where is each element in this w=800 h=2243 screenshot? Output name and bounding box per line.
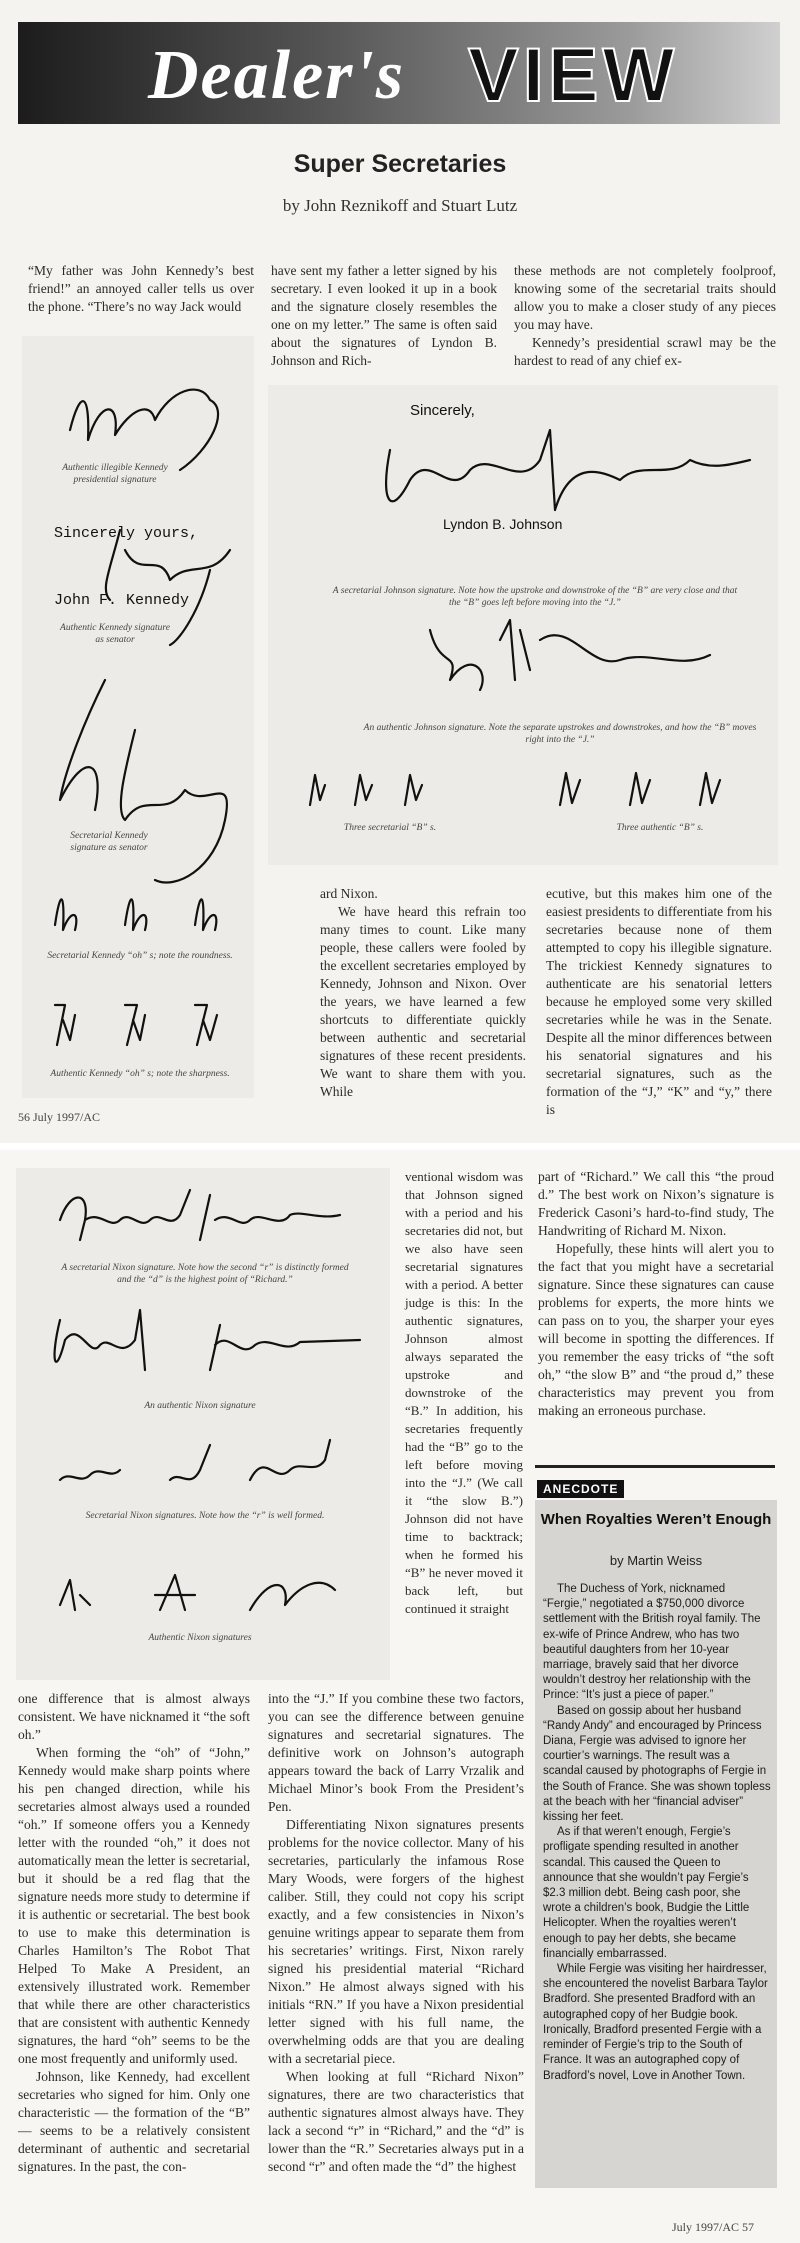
p2-mid-text-a: into the “J.” If you combine these two factors, you can see the difference between genuine signatures and secretarial signatures. The definitive work on Johnson’s autograph appears toward the back of Larry Vrzalik and Michael Minor’s book From the President’s Pen. [268,1691,524,1814]
anecdote-title: When Royalties Weren’t Enough [540,1511,772,1528]
kennedy-caption-1: Authentic illegible Kennedy presidential signature [62,463,168,485]
johnson-typed-name: Lyndon B. Johnson [443,516,563,532]
kennedy-caption-5: Authentic Kennedy “oh” s; note the sharpness. [50,1069,230,1079]
page-divider [0,1143,800,1150]
p1-col1-top [28,262,254,322]
banner-view-text: VIEW [468,33,679,118]
johnson-b-samples [300,765,770,815]
johnson-sincerely: Sincerely, [410,402,475,419]
p1-col-mid [320,885,526,1100]
p2-col-mid [268,1690,524,2190]
kennedy-authentic-oh-samples [45,990,245,1050]
article-headline: Super Secretaries [293,150,507,178]
p1-mid-text-a: ard Nixon. [320,886,378,901]
johnson-caption-3: Three secretarial “B” s. [343,823,437,833]
johnson-caption-2: An authentic Johnson signature. Note the separate upstrokes and downstrokes, and how the “B” moves right into the “J.” [363,723,757,745]
nixon-authentic-signature [40,1300,370,1390]
kennedy-caption-3: Secretarial Kennedy signature as senator [70,831,148,853]
anecdote-byline: by Martin Weiss [609,1553,703,1568]
p1-right-text: ecutive, but this makes him one of the easiest presidents to differentiate from his secretaries because none of them attempted to copy his illegible signature. The trickiest Kennedy signatures to authenticate are his senatorial letters because he employed some very skilled secretaries while he was in the Senate. Despite all the minor differences between his senatorial signatures and his secretarial signatures, such as the formation of the “J,” “K” and “y,” there is [546,886,772,1117]
p1-col-right [546,885,772,1117]
p2-narrow-text: ventional wisdom was that Johnson signed with a period and his secretaries did not, but we also have seen secretarial signatures with a period. A better judge is this: In the authentic signatures, Johnson almost always separated the upstroke and downstroke of the “B.” In addition, his secretaries frequently had the “B” go to the left before moving into the “J.” (We call it “the slow B.”) Johnson did not have time to backtrack; when he formed his “B” he never moved it back left, but continued it straight [405,1169,523,1616]
kennedy-sincerely: Sincerely yours, [54,525,199,542]
anecdote-text [543,1582,771,2182]
nixon-authentic-initials [50,1565,360,1625]
johnson-caption-1: A secretarial Johnson signature. Note how the upstroke and downstroke of the “B” are very close and that the “B” goes left before moving into the “J.” [332,586,738,608]
p2-mid-text-b: Differentiating Nixon signatures presents problems for the novice collector. Many of his secretaries, particularly the infamous Rose Mary Woods, were forgers of the highest caliber. Still, they could not copy his script exactly, and a few consistencies in Nixon’s genuine writings appear to separate them from his secretaries’ writings. First, Nixon rarely signed his presidential material “Richard Nixon.” He almost always signed with his initials “RN.” If you have a Nixon presidential letter signed with his full name, the overwhelming odds are that you are dealing with a secretarial piece. [268,1817,524,2066]
johnson-secretarial-signature [370,420,760,535]
p2-left-text-a: one difference that is almost always consistent. We have nicknamed it “the soft oh.” [18,1691,250,1742]
p1-mid-text-b: We have heard this refrain too many times to count. Like many people, these callers were fooled by the excellent secretaries employed by Kennedy, Johnson and Nixon. Over the years, we have learned a few shortcuts to differentiate quickly between authentic and secretarial signatures of these recent presidents. We want to share them with you. While [320,904,526,1099]
page-57-folio: July 1997/AC 57 [672,2220,755,2234]
anecdote-p3: As if that weren’t enough, Fergie’s profligate spending resulted in another scandal. This caused the Queen to announce that she wouldn’t pay Fergie’s $2.3 million debt. Being cash poor, she wrote a children’s book, Budgie the Little Helicopter. When the royalties weren’t enough to pay her debts, she became financially embarrassed. [543,1826,750,1960]
dealers-view-banner [18,22,780,124]
kennedy-caption-4: Secretarial Kennedy “oh” s; note the roundness. [47,951,233,961]
nixon-secretarial-r-samples [50,1430,360,1500]
kennedy-typed-name: John F. Kennedy [54,592,190,609]
kennedy-secretarial-signature [45,670,245,900]
johnson-authentic-signature [420,610,720,700]
johnson-caption-4: Three authentic “B” s. [616,823,704,833]
page-56-folio: 56 July 1997/AC [18,1110,101,1124]
nixon-caption-3: Secretarial Nixon signatures. Note how the “r” is well formed. [85,1511,325,1521]
p1-col2-top [271,262,497,370]
kennedy-caption-2: Authentic Kennedy signature as senator [60,623,170,645]
article-byline: by John Reznikoff and Stuart Lutz [282,196,518,215]
p2-col-narrow [405,1168,523,1680]
p2-left-text-c: Johnson, like Kennedy, had excellent secretaries who signed for him. Only one characteristic — the formation of the “B” — seems to be a relatively consistent determinant of authentic and secretarial signatures. In the past, the con- [18,2069,250,2174]
anecdote-p1: The Duchess of York, nicknamed “Fergie,” negotiated a $750,000 divorce settlement with the British royal family. The ex-wife of Prince Andrew, who has two beautiful daughters from her 10-year marriage, bravely said that her divorce wouldn’t destroy her relationship with the Prince: “It’s just a piece of paper.” [543,1583,761,1702]
p1-col2-text: have sent my father a letter signed by his secretary. I even looked it up in a book and the signature closely resembles the one on my letter.” The same is often said about the signatures of Lyndon B. Johnson and Rich- [271,263,497,368]
nixon-secretarial-signature [50,1180,350,1250]
p2-left-text-b: When forming the “oh” of “John,” Kennedy would make sharp points where his pen changed direction, while his secretaries almost always used a rounded “oh.” If someone offers you a Kennedy letter with the rounded “oh,” it does not automatically mean the letter is secretarial, but it should be a red flag that the signature needs more study to determine if it is authentic or secretarial. The best book to use to make this determination is Charles Hamilton’s The Robot That Helped To Make A President, an extensively illustrated work. Remember that while there are other characteristics that are consistent with authentic Kennedy signatures, the hard “oh” seems to be the one most frequently and uniformly used. [18,1745,250,2066]
nixon-caption-4: Authentic Nixon signatures [148,1633,252,1643]
kennedy-secretarial-oh-samples [45,880,245,940]
p2-mid-text-c: When looking at full “Richard Nixon” signatures, there are two characteristics that authentic signatures almost always have. They lack a second “r” in “Richard,” and the “d” is lower than the “R.” Secretaries always put in a second “r” and often made the “d” the highest [268,2069,524,2174]
p1-col1-text: “My father was John Kennedy’s best friend!” an annoyed caller tells us over the phone. “There’s no way Jack would [28,263,254,314]
p1-col3-top [514,262,776,370]
banner-dealers-text: Dealer's [148,37,406,114]
nixon-caption-1: A secretarial Nixon signature. Note how the second “r” is distinctly formed and the “d” is the highest point of “Richard.” [61,1263,349,1285]
p2-col-right [538,1168,774,1458]
p1-col3-text-a: these methods are not completely foolproof, knowing some of the secretarial traits should allow you to make a closer study of any pieces you may have. [514,263,776,332]
anecdote-tag: ANECDOTE [537,1480,624,1498]
p2-right-text-b: Hopefully, these hints will alert you to the fact that you might have a secretarial signature. Since these signatures can cause problems for experts, the more hints we can pass on to you, the sharper your eyes will become in spotting the differences. If you remember the easy tricks of “the soft oh,” “the slow B” and “the proud d,” these characteristics may prevent you from making an erroneous purchase. [538,1241,774,1418]
p1-col3-text-b: Kennedy’s presidential scrawl may be the hardest to read of any chief ex- [514,335,776,368]
p2-right-text-a: part of “Richard.” We call this “the proud d.” The best work on Nixon’s signature is Frederick Casoni’s hard-to-find study, The Handwriting of Richard M. Nixon. [538,1169,774,1238]
anecdote-rule [535,1465,775,1468]
anecdote-p2: Based on gossip about her husband “Randy Andy” and encouraged by Princess Diana, Fergie was advised to ignore her courtier’s warnings. The result was a scandal caused by photographs of Fergie in the South of France. She was shown topless at the beach with her “financial adviser” kissing her feet. [543,1704,771,1824]
anecdote-p4: While Fergie was visiting her hairdresser, she encountered the novelist Barbara Taylor Bradford. She presented Bradford with an autographed copy of her Budgie book. Ironically, Bradford presented Fergie with a reminder of Fergie’s trip to the South of France. It was an autographed copy of Bradford’s novel, Love in Another Town. [543,1963,768,2082]
p2-col-left [18,1690,250,2190]
nixon-caption-2: An authentic Nixon signature [144,1401,256,1411]
